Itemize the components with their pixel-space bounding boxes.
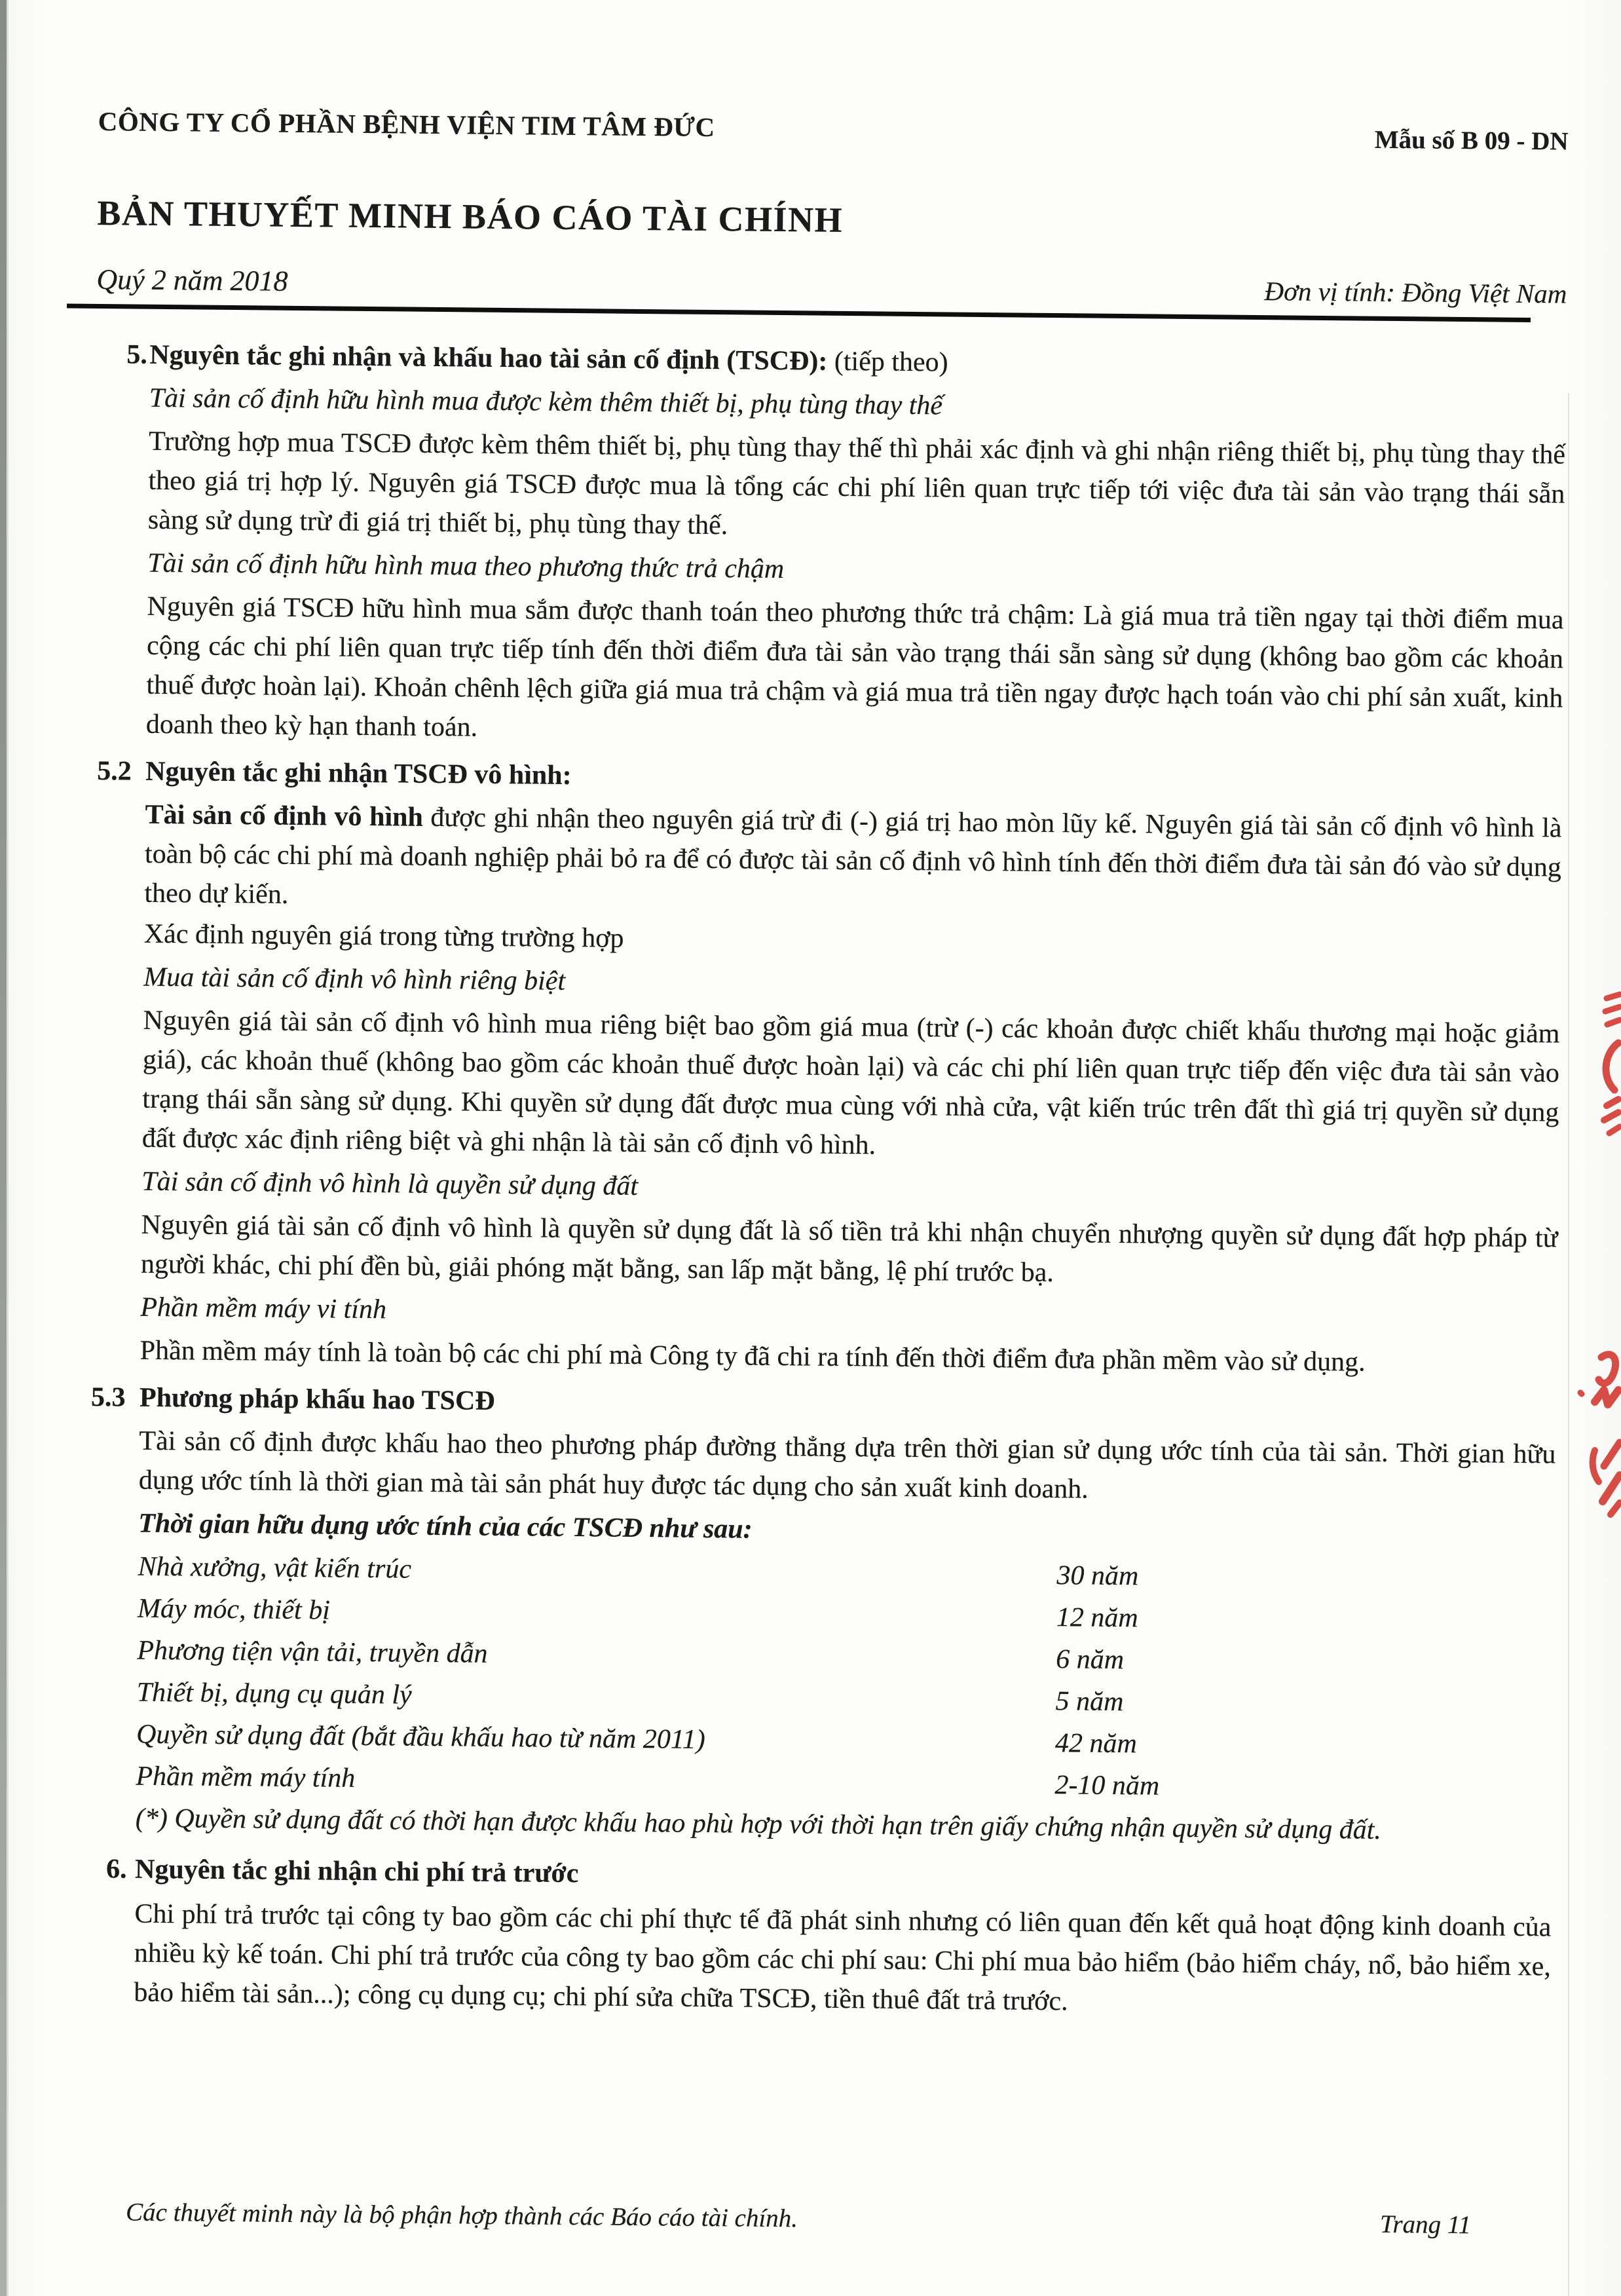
paragraph (144, 795, 1562, 927)
paragraph: Chi phí trả trước tại công ty bao gồm các chi phí thực tế đã phát sinh nhưng có liên quan đến kết quả hoạt động kinh doanh của nhiều kỳ kế toán. Chi phí trả trước của công ty bao gồm các chi phí sau: Chi phí mua bảo hiểm (bảo hiểm cháy, nổ, bảo hiểm xe, bảo hiểm tài sản...); công cụ dụng cụ; chi phí sửa chữa TSCĐ, tiền thuê đất trả trước. (134, 1898, 1552, 2017)
paragraph: Nguyên giá TSCĐ hữu hình mua sắm được thanh toán theo phương thức trả chậm: Là giá mua trả tiền ngay tại thời điểm mua cộng các chi phí liên quan trực tiếp tính đến thời điểm đưa tài sản vào trạng thái sẵn sàng sử dụng (không bao gồm các khoản thuế được hoàn lại). Khoản chênh lệch giữa giá mua trả chậm và giá mua trả tiền ngay được hạch toán vào chi phí sản xuất, kinh doanh theo kỳ hạn thanh toán. (145, 591, 1564, 743)
section-number: 5.3 (90, 1382, 126, 1413)
heading-main: Nguyên tắc ghi nhận TSCĐ vô hình: (145, 756, 572, 791)
paragraph: Nguyên giá tài sản cố định vô hình mua riêng biệt bao gồm giá mua (trừ (-) các khoản được chiết khấu thương mại hoặc giảm giá), các khoản thuế (không bao gồm các khoản thuế được hoàn lại) và các chi phí liên quan trực tiếp đến việc đưa tài sản vào trạng thái sẵn sàng sử dụng. Khi quyền sử dụng đất được mua cùng với nhà cửa, vật kiến trúc trên đất thì giá trị quyền sử dụng đất được xác định riêng biệt và ghi nhận là tài sản cố định vô hình. (141, 1005, 1560, 1161)
paragraph-lead-bold: Tài sản cố định vô hình (145, 799, 424, 833)
paragraph: Phần mềm máy tính là toàn bộ các chi phí mà Công ty đã chi ra tính đến thời điểm đưa phần mềm vào sử dụng. (140, 1335, 1366, 1378)
asset-life: 2-10 năm (1054, 1770, 1160, 1801)
scan-fold-line (1568, 393, 1569, 2296)
subsection-title: Tài sản cố định hữu hình mua được kèm thêm thiết bị, phụ tùng thay thế (149, 383, 943, 421)
asset-label: Máy móc, thiết bị (137, 1593, 331, 1626)
asset-life: 30 năm (1056, 1560, 1139, 1592)
subsection-title: Tài sản cố định hữu hình mua theo phương thức trả chậm (147, 548, 785, 585)
section-6-heading (81, 1849, 1552, 1903)
section-number: 5.2 (97, 756, 132, 787)
section-number: 5. (126, 339, 148, 370)
footer-note: Các thuyết minh này là bộ phận hợp thành các Báo cáo tài chính. (125, 2198, 798, 2233)
asset-life: 42 năm (1054, 1728, 1138, 1760)
subsection-title: Tài sản cố định vô hình là quyền sử dụng đất (141, 1166, 639, 1201)
scan-edge-shadow (0, 0, 7, 2296)
asset-label: Phần mềm máy tính (136, 1761, 356, 1794)
heading-note: (tiếp theo) (834, 346, 948, 378)
paragraph: Tài sản cố định được khấu hao theo phương pháp đường thẳng dựa trên thời gian sử dụng ước tính của tài sản. Thời gian hữu dụng ước tính là thời gian mà tài sản phát huy được tác dụng cho sản xuất kinh doanh. (138, 1425, 1556, 1505)
page-content (80, 105, 1569, 2240)
header-subrow (96, 262, 1567, 312)
scan-edge-shadow-inner (7, 0, 9, 2296)
company-name: CÔNG TY CỔ PHẦN BỆNH VIỆN TIM TÂM ĐỨC (98, 105, 715, 143)
header-row (98, 105, 1568, 159)
section-5-3-body (136, 1421, 1556, 1852)
currency-unit: Đơn vị tính: Đồng Việt Nam (1264, 276, 1567, 309)
asset-label: Nhà xưởng, vật kiến trúc (138, 1551, 412, 1585)
heading-main: Phương pháp khấu hao TSCĐ (139, 1382, 495, 1416)
report-title: BẢN THUYẾT MINH BÁO CÁO TÀI CHÍNH (97, 193, 844, 240)
paragraph: Nguyên giá tài sản cố định vô hình là quyền sử dụng đất là số tiền trả khi nhận chuyển nhượng quyền sử dụng đất hợp pháp từ người khác, chi phí đền bù, giải phóng mặt bằng, san lấp mặt bằng, lệ phí trước bạ. (140, 1209, 1558, 1289)
form-number: Mẫu số B 09 - DN (1374, 125, 1569, 156)
page-number: Trang 11 (1379, 2210, 1472, 2240)
red-seal-fragment-icon (1574, 990, 1621, 1148)
section-heading-text (149, 335, 948, 383)
useful-life-table (136, 1546, 1555, 1811)
useful-life-table-title: Thời gian hữu dụng ước tính của các TSCĐ như sau: (138, 1508, 753, 1545)
land-use-footnote: (*) Quyền sử dụng đất có thời hạn được khấu hao phù hợp với thời hạn trên giấy chứng nhận quyền sử dụng đất. (135, 1803, 1382, 1845)
paragraph-rest: được ghi nhận theo nguyên giá trừ đi (-) giá trị hao mòn lũy kế. Nguyên giá tài sản cố định vô hình là toàn bộ các chi phí mà doanh nghiệp phải bỏ ra để có được tài sản cố định vô hình tính đến thời điểm đưa tài sản đó vào sử dụng theo dự kiến. (144, 802, 1562, 910)
heading-main: Nguyên tắc ghi nhận chi phí trả trước (134, 1854, 579, 1889)
asset-life: 6 năm (1056, 1644, 1125, 1676)
subsection-title: Phần mềm máy vi tính (140, 1292, 387, 1325)
asset-label: Quyền sử dụng đất (bắt đầu khấu hao từ năm 2011) (136, 1719, 705, 1756)
section-6-body (134, 1894, 1552, 2026)
red-seal-fragment-icon (1565, 1347, 1621, 1543)
page-footer (126, 2197, 1471, 2242)
asset-label: Thiết bị, dụng cụ quản lý (136, 1677, 412, 1710)
heading-main: Nguyên tắc ghi nhận và khấu hao tài sản cố định (TSCĐ): (149, 339, 835, 377)
asset-label: Phương tiện vận tải, truyền dẫn (137, 1635, 488, 1669)
paragraph: Trường hợp mua TSCĐ được kèm thêm thiết bị, phụ tùng thay thế thì phải xác định và ghi nhận riêng thiết bị, phụ tùng thay thế theo giá trị hợp lý. Nguyên giá TSCĐ được mua là tổng các chi phí liên quan trực tiếp tới việc đưa tài sản vào trạng thái sẵn sàng sử dụng trừ đi giá trị thiết bị, phụ tùng thay thế. (147, 426, 1566, 541)
case-line: Xác định nguyên giá trong từng trường hợp (143, 918, 624, 954)
asset-life: 5 năm (1055, 1686, 1124, 1718)
section-5-2-body (140, 795, 1561, 1384)
section-5-body (146, 379, 1566, 758)
asset-life: 12 năm (1056, 1602, 1138, 1634)
section-number: 6. (105, 1854, 127, 1885)
subsection-title: Mua tài sản cố định vô hình riêng biệt (143, 962, 566, 996)
report-period: Quý 2 năm 2018 (96, 263, 288, 297)
